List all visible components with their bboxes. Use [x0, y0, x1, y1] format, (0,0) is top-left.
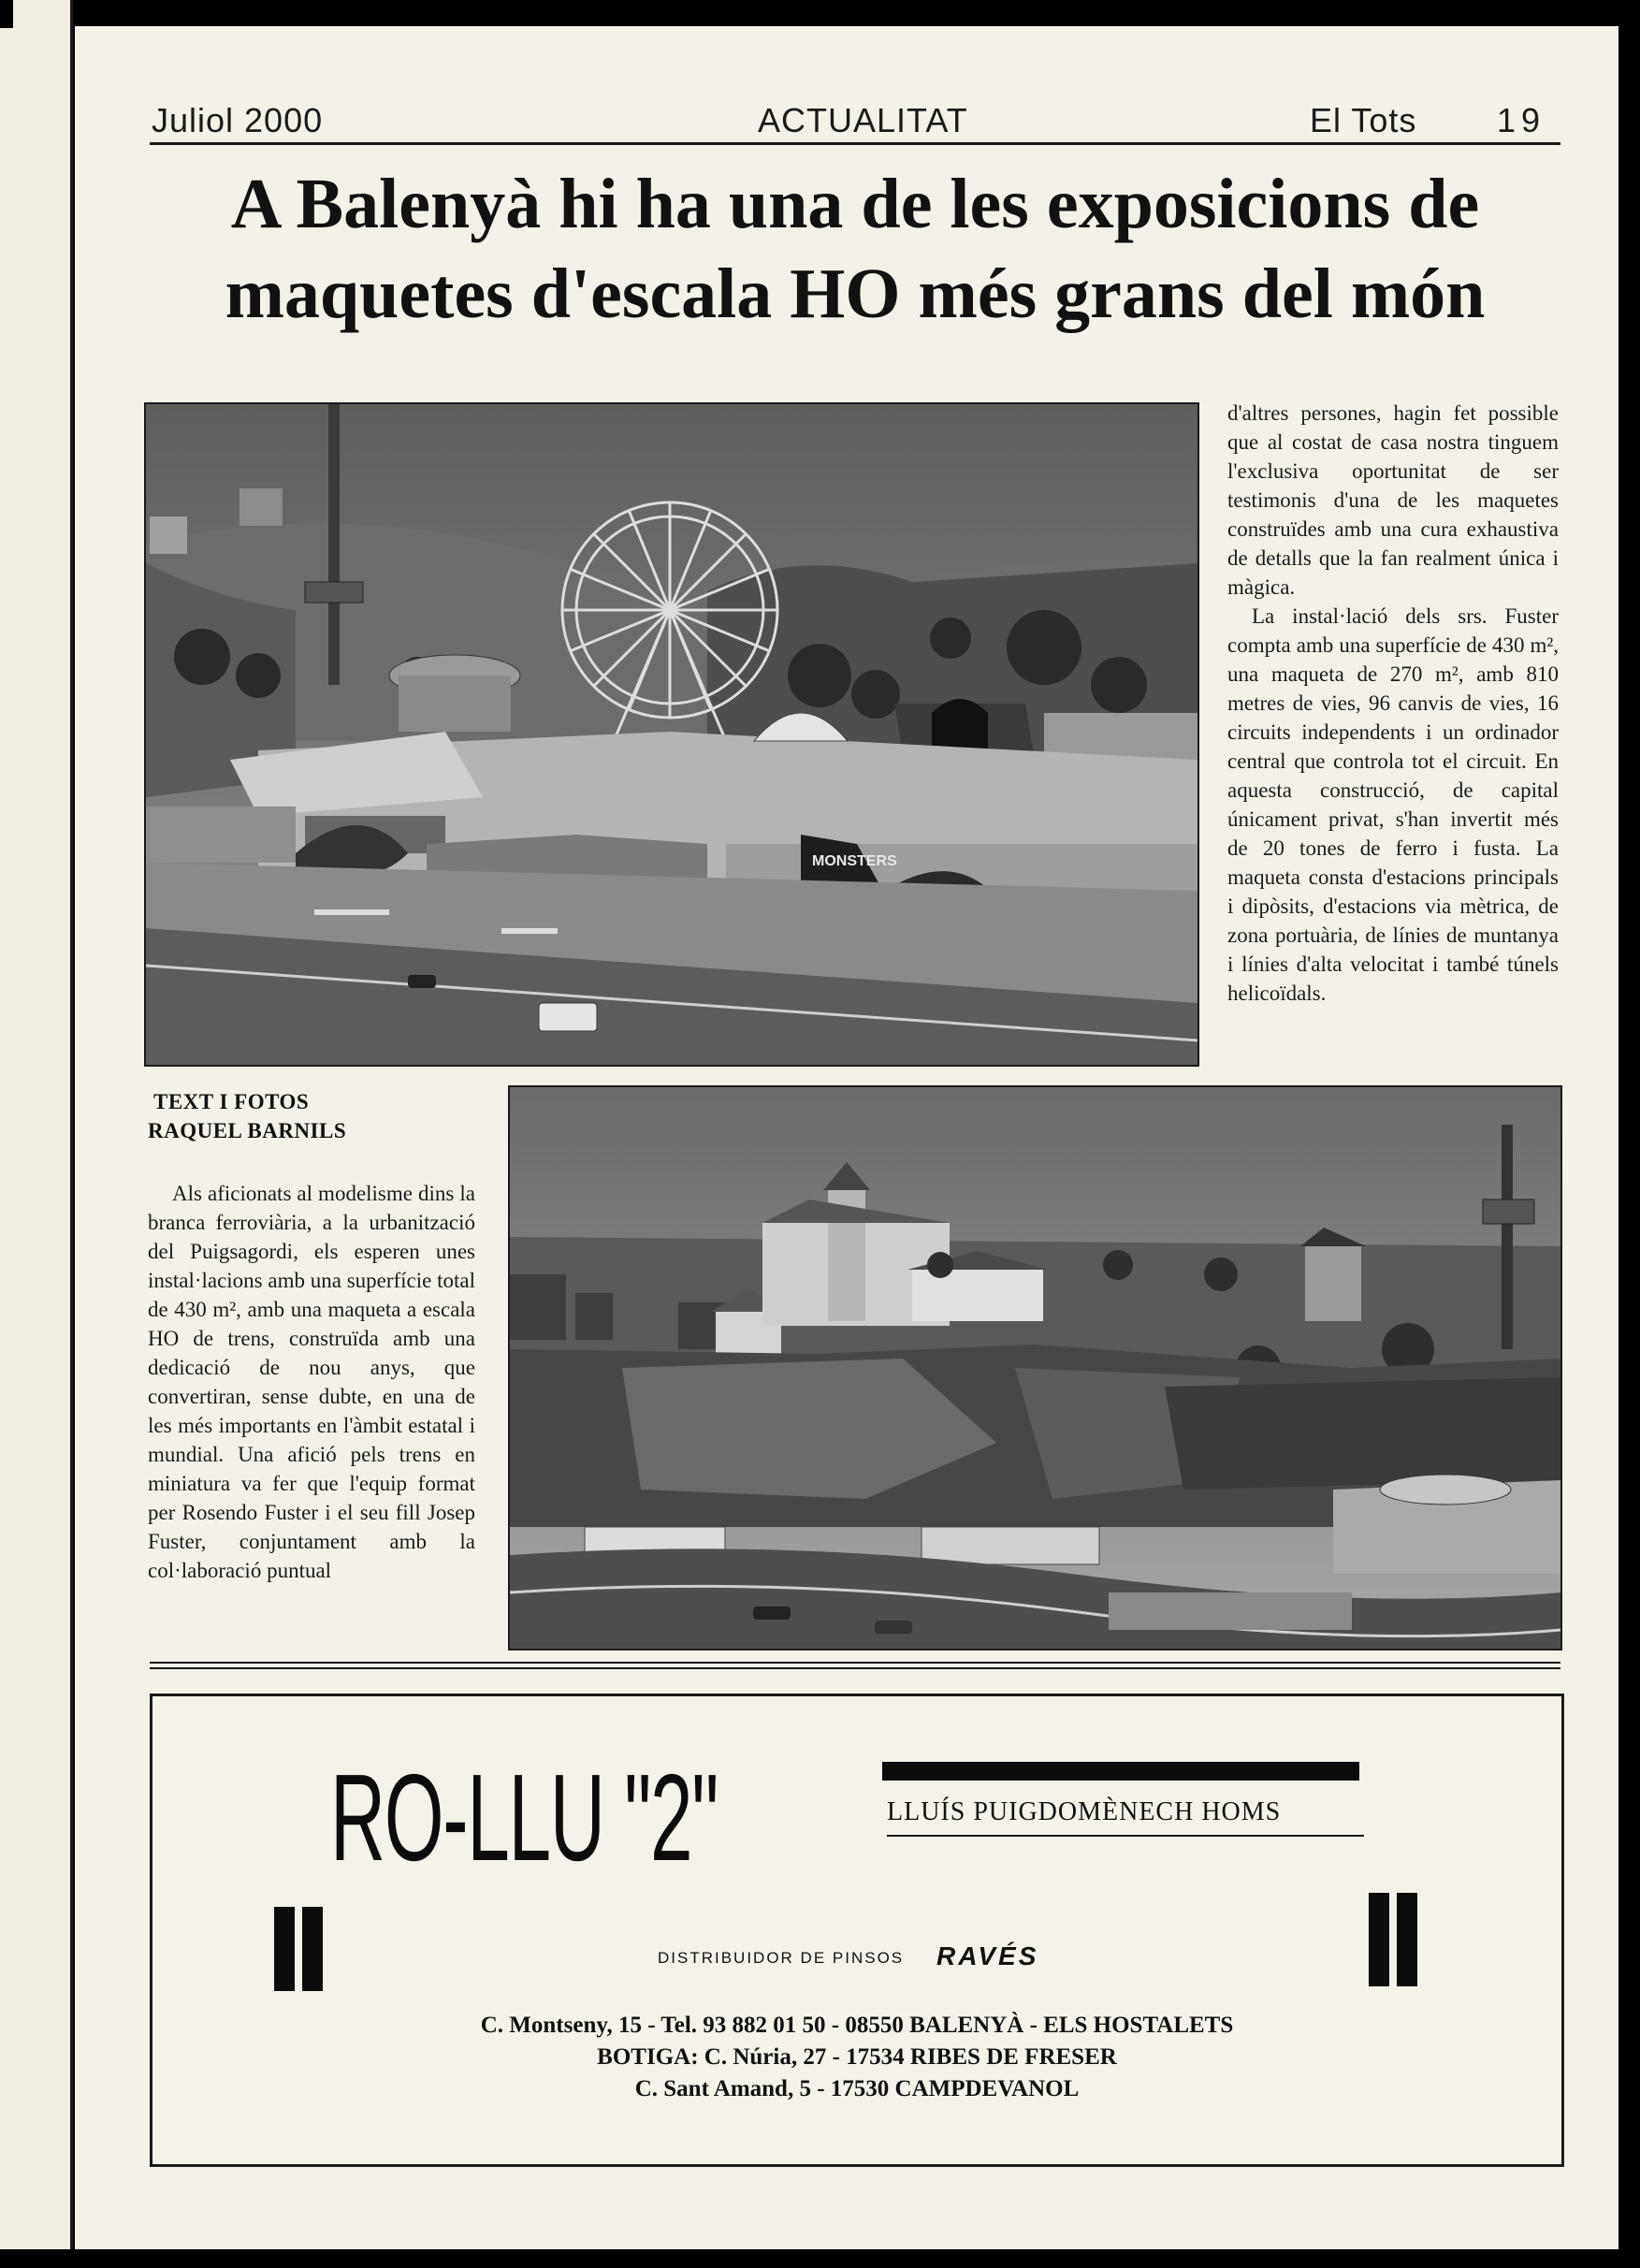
previous-page-edge — [0, 0, 73, 2268]
ad-separator-rule-top — [150, 1662, 1560, 1664]
ad-right-mark-2 — [1397, 1893, 1417, 1986]
right-text-column — [1227, 399, 1559, 1008]
ad-brand-name: RO-LLU "2" — [330, 1749, 718, 1886]
scan-border-bottom — [0, 2249, 1640, 2268]
running-head — [150, 97, 1560, 142]
left-text-column — [148, 1179, 475, 1585]
ad-distributor-label: DISTRIBUIDOR DE PINSOS — [658, 1949, 905, 1967]
ad-address-line-1: C. Montseny, 15 - Tel. 93 882 01 50 - 08550 BALENYÀ - ELS HOSTALETS — [480, 2013, 1234, 2038]
ad-owner-name: LLUÍS PUIGDOMÈNECH HOMS — [887, 1797, 1282, 1826]
ad-separator-rule-bottom — [150, 1667, 1560, 1669]
advertisement — [150, 1694, 1564, 2167]
byline — [148, 1087, 346, 1145]
ad-left-mark-2 — [302, 1907, 323, 1991]
photo-amusement-park-model — [144, 402, 1199, 1067]
section-name: ACTUALITAT — [758, 101, 968, 139]
ad-owner-rule — [887, 1835, 1364, 1837]
ad-address-line-2: BOTIGA: C. Núria, 27 - 17534 RIBES DE FRESER — [597, 2044, 1117, 2070]
issue-date: Juliol 2000 — [152, 101, 324, 139]
page-number: 19 — [1497, 101, 1546, 139]
ad-address-line-3: C. Sant Amand, 5 - 17530 CAMPDEVANOL — [634, 2076, 1080, 2101]
byline-credit: TEXT I FOTOS — [153, 1090, 310, 1113]
article-headline: A Balenyà hi ha una de les exposicions de maquetes d'escala HO més grans del món — [225, 165, 1486, 333]
right-column-paragraph-2: La instal·lació dels srs. Fuster compta amb una superfície de 430 m², una maqueta de 270 m², amb 810 metres de vies, 96 canvis de vies, 16 circuits independents i un ordinador central que controla tot el circuit. En aquesta construcció, de capital únicament privat, s'han invertit més de 20 tones de ferro i fusta. La maqueta consta d'estacions principals i dipòsits, d'estacions via mètrica, de zona portuària, de línies de muntanya i línies d'alta velocitat i també túnels helicoïdals. — [1227, 604, 1559, 1005]
left-column-paragraph: Als aficionats al modelisme dins la branca ferroviària, a la urbanització del Puigsagordi, els esperen unes instal·lacions amb una superfície total de 430 m², amb una maqueta a escala HO de trens, construïda amb una dedicació de nou anys, que convertiran, sense dubte, en una de les més importants en l'àmbit estatal i mundial. Una afició pels trens en miniatura va fer que l'equip format per Rosendo Fuster i el seu fill Josep Fuster, conjuntament amb la col·laboració puntual — [148, 1182, 475, 1582]
right-column-paragraph-1: d'altres persones, hagin fet possible que al costat de casa nostra tinguem l'exclusiva oportunitat de ser testimonis d'una de les maquetes construïdes amb una cura exhaustiva de detalls que la fan realment única i màgica. — [1227, 401, 1559, 599]
svg-text:MONSTERS: MONSTERS — [812, 853, 897, 869]
running-head-rule — [150, 142, 1560, 145]
ad-heavy-bar — [882, 1762, 1359, 1781]
photo-town-model — [508, 1085, 1562, 1650]
ad-right-mark-1 — [1369, 1893, 1389, 1986]
ad-distributor-brand: RAVÉS — [936, 1941, 1039, 1970]
ad-left-mark-1 — [274, 1907, 295, 1991]
byline-author: RAQUEL BARNILS — [148, 1119, 347, 1142]
publication-name: El Tots — [1310, 101, 1417, 139]
